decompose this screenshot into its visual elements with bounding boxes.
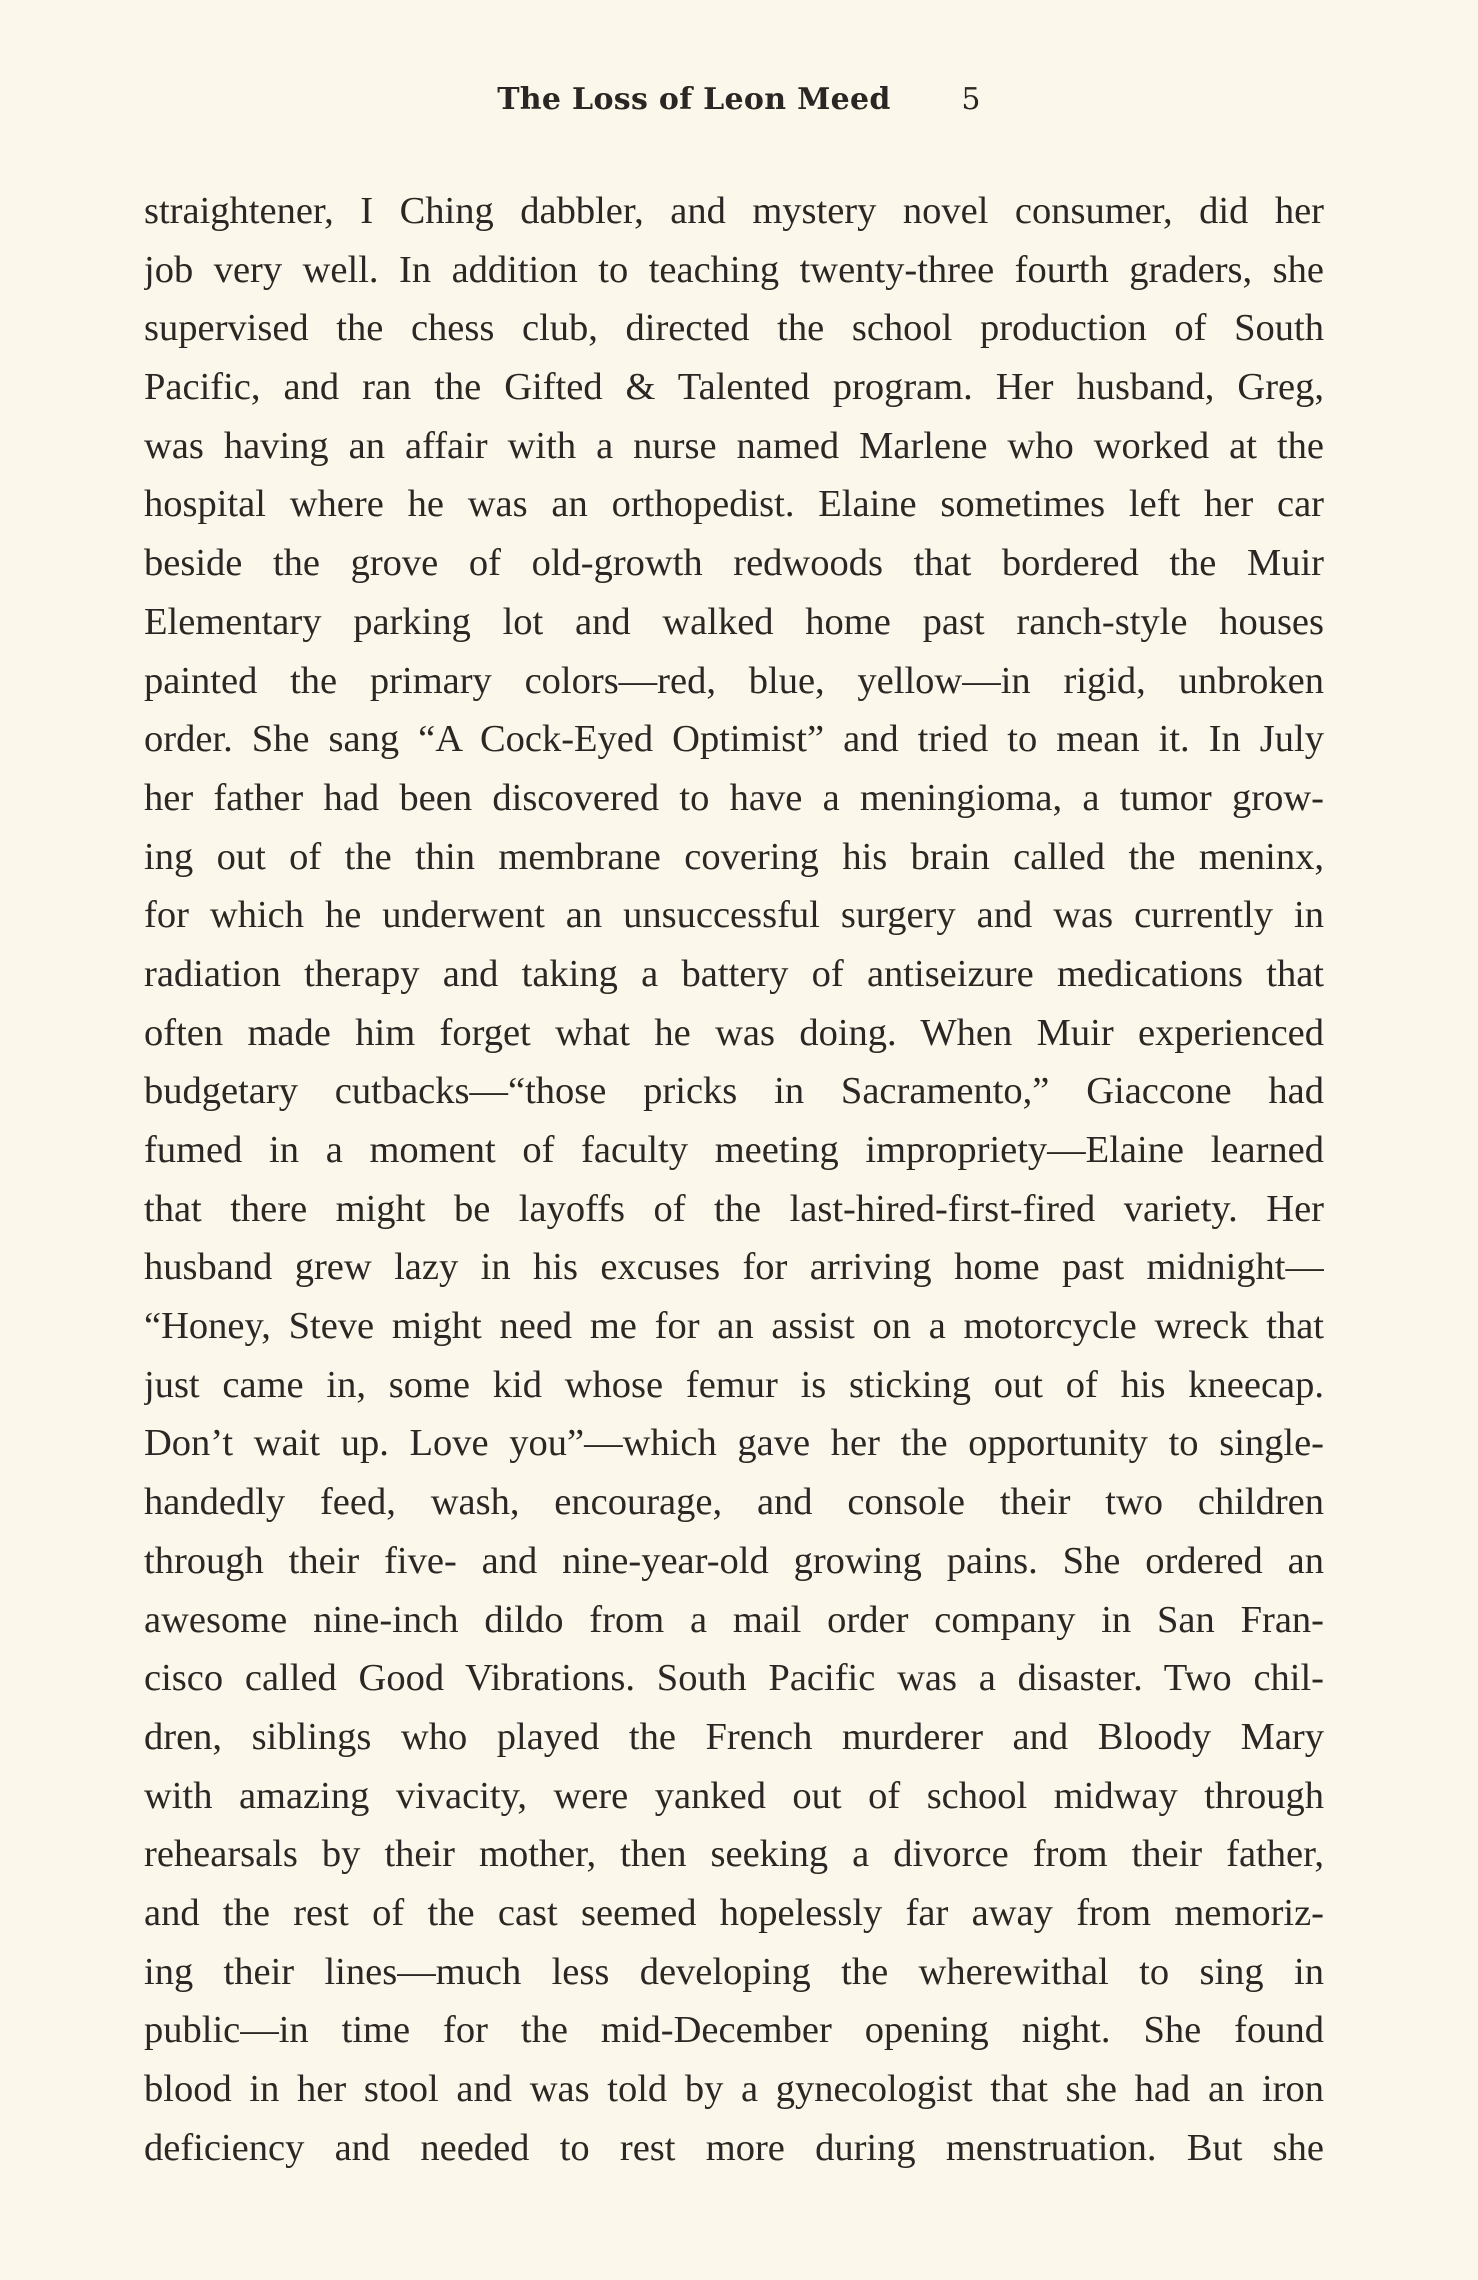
- text-line: cisco called Good Vibrations. South Pacific was a disaster. Two chil-: [144, 1657, 1324, 1700]
- text-line: dren, siblings who played the French murderer and Bloody Mary: [144, 1715, 1324, 1758]
- text-line: painted the primary colors—red, blue, yellow—in rigid, unbroken: [144, 659, 1324, 702]
- text-line: fumed in a moment of faculty meeting impropriety—Elaine learned: [144, 1129, 1324, 1171]
- text-line: budgetary cutbacks—“those pricks in Sacramento,” Giaccone had: [144, 1070, 1324, 1113]
- text-line: Pacific, and ran the Gifted & Talented program. Her husband, Greg,: [144, 366, 1324, 409]
- text-line: job very well. In addition to teaching twenty-three fourth graders, she: [144, 248, 1324, 291]
- text-line: hospital where he was an orthopedist. Elaine sometimes left her car: [144, 483, 1324, 526]
- text-line: radiation therapy and taking a battery of antiseizure medications that: [144, 952, 1324, 995]
- text-line: ing their lines—much less developing the wherewithal to sing in: [144, 1950, 1324, 1993]
- text-line: Don’t wait up. Love you”—which gave her the opportunity to single-: [144, 1422, 1324, 1465]
- text-line: straightener, I Ching dabbler, and mystery novel consumer, did her: [144, 190, 1324, 232]
- text-line: was having an affair with a nurse named Marlene who worked at the: [144, 424, 1324, 467]
- text-line: that there might be layoffs of the last-hired-first-fired variety. Her: [144, 1187, 1324, 1230]
- text-line: handedly feed, wash, encourage, and console their two children: [144, 1481, 1324, 1524]
- text-line: through their five- and nine-year-old growing pains. She ordered an: [144, 1539, 1324, 1582]
- text-line: deficiency and needed to rest more during menstruation. But she: [144, 2126, 1324, 2169]
- text-line: ing out of the thin membrane covering his brain called the meninx,: [144, 835, 1324, 878]
- text-line: rehearsals by their mother, then seeking a divorce from their father,: [144, 1833, 1324, 1876]
- text-line: husband grew lazy in his excuses for arriving home past midnight—: [144, 1246, 1324, 1289]
- text-line: awesome nine-inch dildo from a mail order company in San Fran-: [144, 1598, 1324, 1641]
- text-line: and the rest of the cast seemed hopelessly far away from memoriz-: [144, 1891, 1324, 1934]
- book-title: The Loss of Leon Meed: [497, 82, 891, 117]
- text-line: often made him forget what he was doing. When Muir experienced: [144, 1011, 1324, 1054]
- text-line: order. She sang “A Cock-Eyed Optimist” and tried to mean it. In July: [144, 718, 1324, 761]
- text-line: with amazing vivacity, were yanked out of school midway through: [144, 1774, 1324, 1817]
- text-line: for which he underwent an unsuccessful surgery and was currently in: [144, 894, 1324, 937]
- text-line: her father had been discovered to have a meningioma, a tumor grow-: [144, 776, 1324, 819]
- text-line: blood in her stool and was told by a gynecologist that she had an iron: [144, 2068, 1324, 2110]
- text-line: “Honey, Steve might need me for an assist on a motorcycle wreck that: [144, 1305, 1324, 1348]
- text-line: just came in, some kid whose femur is sticking out of his kneecap.: [144, 1363, 1324, 1406]
- text-line: Elementary parking lot and walked home past ranch-style houses: [144, 600, 1324, 643]
- text-line: supervised the chess club, directed the school production of South: [144, 307, 1324, 350]
- running-head: [0, 82, 1478, 117]
- text-line: beside the grove of old-growth redwoods that bordered the Muir: [144, 542, 1324, 585]
- text-line: public—in time for the mid-December opening night. She found: [144, 2009, 1324, 2052]
- page-number: 5: [961, 82, 981, 117]
- body-text: [144, 182, 1324, 2177]
